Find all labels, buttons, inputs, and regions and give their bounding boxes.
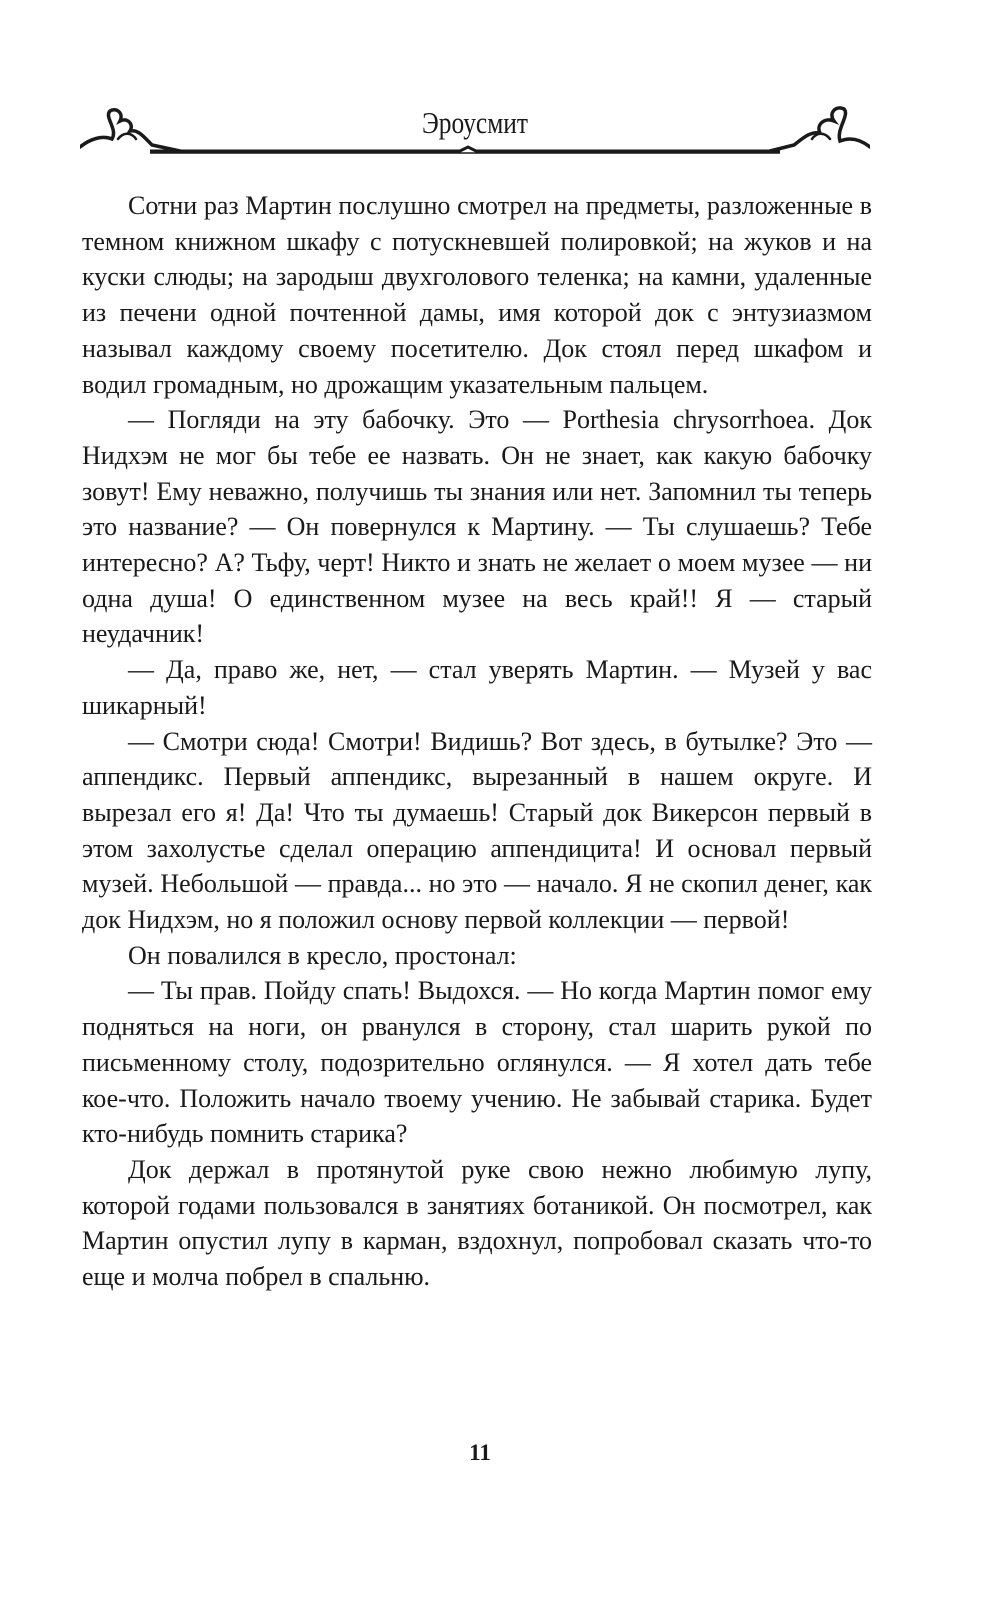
paragraph: Док держал в протянутой руке свою нежно любимую лупу, которой годами пользовался в занятиях ботаникой. Он посмотрел, как Мартин опустил лупу в карман, вздохнул, попробовал сказать что-то еще и молча побрел в спальню. (82, 1154, 872, 1292)
paragraph: — Ты прав. Пойду спать! Выдохся. — Но когда Мартин помог ему подняться на ноги, он рванулся в сторону, стал шарить рукой по письменному столу, подозрительно оглянулся. — Я хотел дать тебе кое-что. Положить начало твоему учению. Не забывай старика. Будет кто-нибудь помнить старика? (82, 976, 872, 1149)
paragraph: Он повалился в кресло, простонал: (128, 940, 517, 970)
paragraph: — Погляди на эту бабочку. Это — Porthesia chrysorrhoea. Док Нидхэм не мог бы тебе ее назвать. Он не знает, как какую бабочку зовут! Ему неважно, получишь ты знания или нет. Запомнил ты теперь это название? — Он повернулся к Мартину. — Ты слушаешь? Тебе интересно? А? Тьфу, черт! Никто и знать не желает о моем музее — ни одна душа! О единственном музее на весь край!! Я — старый неудачник! (82, 405, 872, 649)
running-head (80, 95, 870, 175)
page-number: 11 (469, 1440, 491, 1465)
body-text (82, 188, 872, 1295)
running-title: Эроусмит (421, 105, 529, 140)
paragraph: Сотни раз Мартин послушно смотрел на предметы, разложенные в темном книжном шкафу с потускневшей полировкой; на жуков и на куски слюды; на зародыш двухголового теленка; на камни, удаленные из печени одной почтенной дамы, имя которой док с энтузиазмом называл каждому своему посетителю. Док стоял перед шкафом и водил громадным, но дрожащим указательным пальцем. (82, 191, 872, 399)
paragraph: — Да, право же, нет, — стал уверять Мартин. — Музей у вас шикарный! (82, 655, 872, 720)
paragraph: — Смотри сюда! Смотри! Видишь? Вот здесь, в бутылке? Это — аппендикс. Первый аппендикс, вырезанный в нашем округе. И вырезал его я! Да! Что ты думаешь! Старый док Викерсон первый в этом захолустье сделал операцию аппендицита! И основал первый музей. Небольшой — правда... но это — начало. Я не скопил денег, как док Нидхэм, но я положил основу первой коллекции — первой! (82, 726, 872, 935)
